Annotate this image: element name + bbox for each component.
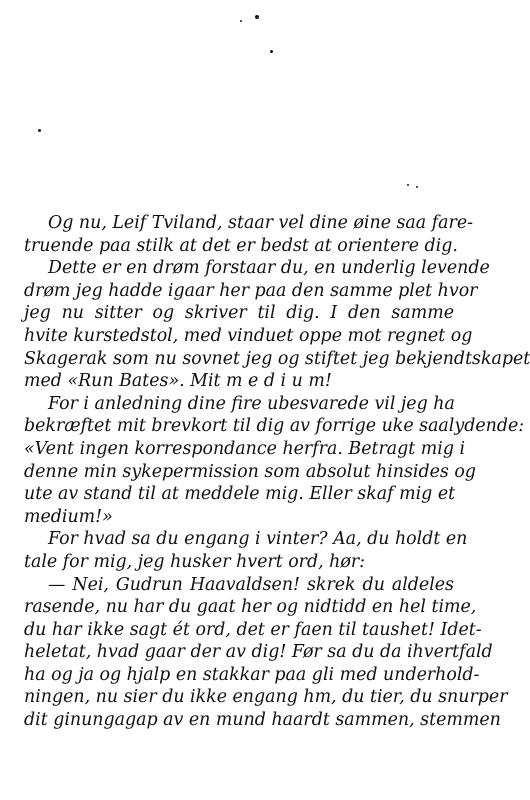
print-speck [255, 15, 259, 19]
print-speck [240, 20, 242, 22]
text-line: dit ginungagap av en mund haardt sammen, stemmen [24, 710, 501, 731]
text-line: ute av stand til at meddele mig. Eller skaf mig et [24, 484, 456, 505]
text-line: Og nu, Leif Tviland, staar vel dine øine saa fare- [48, 213, 473, 233]
text-line: «Vent ingen korrespondance herfra. Betragt mig i [24, 438, 466, 459]
text-line: du har ikke sagt ét ord, det er faen til taushet! Idet- [24, 619, 482, 640]
print-speck [270, 50, 273, 53]
text-line: For hvad sa du engang i vinter? Aa, du holdt en [48, 529, 468, 550]
text-line: Dette er en drøm forstaar du, en underlig levende [48, 258, 490, 279]
body-text [24, 212, 530, 732]
text-line: heletat, hvad gaar der av dig! Før sa du da ihvertfald [24, 642, 493, 663]
print-speck [416, 186, 418, 188]
text-line: medium!» [24, 506, 113, 527]
print-speck [407, 184, 409, 186]
text-line: drøm jeg hadde igaar her paa den samme plet hvor [24, 280, 478, 301]
text-line: denne min sykepermission som absolut hinsides og [24, 461, 476, 482]
text-line: ningen, nu sier du ikke engang hm, du tier, du snurper [24, 687, 508, 708]
print-speck [38, 129, 41, 132]
text-line: — Nei, Gudrun Haavaldsen! skrek du aldeles [48, 574, 454, 595]
text-line: truende paa stilk at det er bedst at orientere dig. [24, 235, 458, 256]
text-line: bekræftet mit brevkort til dig av forrige uke saalydende: [24, 416, 525, 437]
text-line: jeg nu sitter og skriver til dig. I den samme [24, 303, 454, 324]
text-line: tale for mig, jeg husker hvert ord, hør: [24, 551, 366, 572]
text-line: rasende, nu har du gaat her og nidtidd en hel time, [24, 597, 477, 618]
text-line: For i anledning dine fire ubesvarede vil jeg ha [48, 393, 455, 414]
text-line: med «Run Bates». Mit m e d i u m! [24, 371, 332, 392]
text-line: hvite kurstedstol, med vinduet oppe mot regnet og [24, 325, 473, 346]
text-line: ha og ja og hjalp en stakkar paa gli med underhold- [24, 664, 480, 685]
text-line: Skagerak som nu sovnet jeg og stiftet jeg bekjendtskapet [24, 348, 530, 369]
